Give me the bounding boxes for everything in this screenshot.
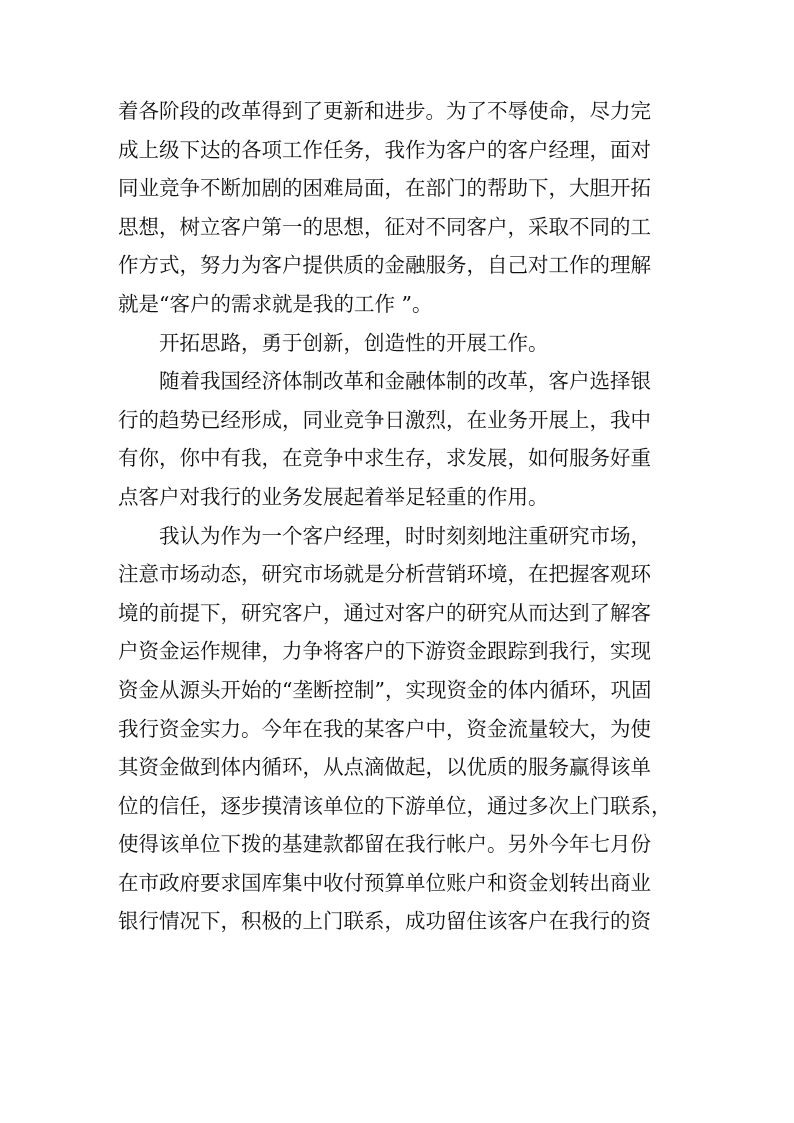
paragraph-line: 资金从源头开始的“垄断控制”，实现资金的体内循环，巩固 [118, 677, 652, 702]
paragraph-line: 在市政府要求国库集中收付预算单位账户和资金划转出商业 [118, 870, 651, 895]
paragraph-line: 其资金做到体内循环，从点滴做起，以优质的服务赢得该单 [118, 755, 651, 780]
paragraph-line: 户资金运作规律，力争将客户的下游资金跟踪到我行，实现 [118, 639, 651, 664]
paragraph-line: 行的趋势已经形成，同业竞争日激烈，在业务开展上，我中 [118, 407, 651, 432]
paragraph-line: 同业竞争不断加剧的困难局面，在部门的帮助下，大胆开拓 [118, 176, 651, 201]
paragraph-line: 我行资金实力。今年在我的某客户中，资金流量较大，为使 [118, 716, 651, 741]
paragraph-line: 我认为作为一个客户经理，时时刻刻地注重研究市场， [159, 523, 651, 548]
paragraph-line: 随着我国经济体制改革和金融体制的改革，客户选择银 [159, 369, 651, 394]
paragraph-line: 着各阶段的改革得到了更新和进步。为了不辱使命，尽力完 [118, 99, 651, 123]
paragraph-line: 成上级下达的各项工作任务，我作为客户的客户经理，面对 [118, 137, 651, 162]
paragraph-line: 作方式，努力为客户提供质的金融服务，自己对工作的理解 [118, 253, 651, 278]
document-page [118, 92, 678, 941]
paragraph-line: 银行情况下，积极的上门联系，成功留住该客户在我行的资 [118, 909, 651, 934]
paragraph-line: 境的前提下，研究客户，通过对客户的研究从而达到了解客 [118, 600, 651, 625]
paragraph-line: 思想，树立客户第一的思想，征对不同客户，采取不同的工 [118, 214, 651, 239]
paragraph-line: 点客户对我行的业务发展起着举足轻重的作用。 [118, 484, 549, 509]
paragraph-line: 使得该单位下拨的基建款都留在我行帐户。另外今年七月份 [118, 832, 651, 857]
paragraph-line: 开拓思路，勇于创新，创造性的开展工作。 [159, 330, 549, 355]
paragraph-line: 注意市场动态，研究市场就是分析营销环境，在把握客观环 [118, 562, 651, 587]
paragraph-line: 位的信任，逐步摸清该单位的下游单位，通过多次上门联系， [118, 793, 672, 818]
paragraph-line: 有你，你中有我，在竞争中求生存，求发展，如何服务好重 [118, 446, 651, 471]
paragraph-line: 就是“客户的需求就是我的工作 ”。 [118, 291, 433, 316]
